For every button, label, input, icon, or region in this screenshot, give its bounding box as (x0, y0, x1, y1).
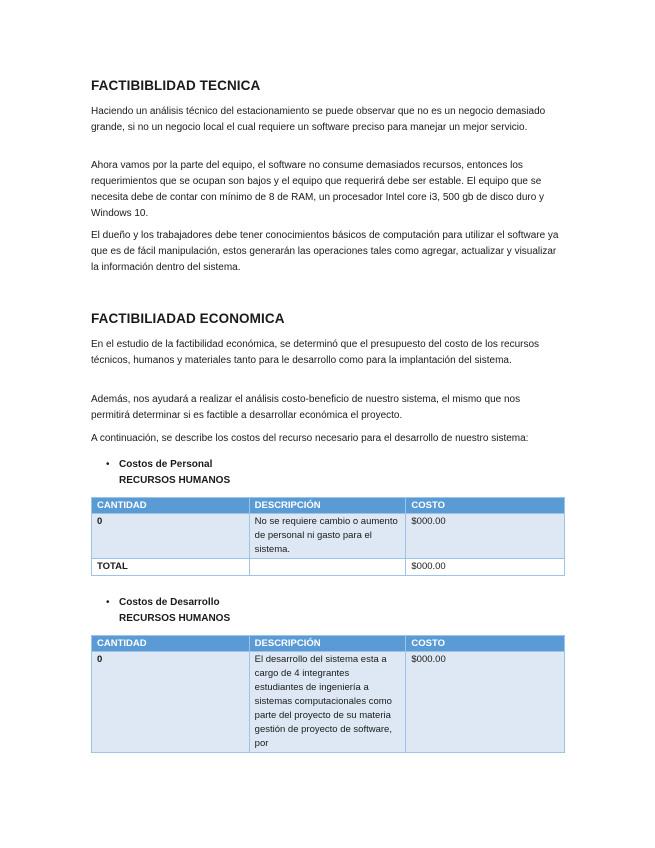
column-header-quantity: CANTIDAD (92, 636, 250, 652)
cell-description: No se requiere cambio o aumento de personal ni gasto para el sistema. (249, 514, 406, 559)
list-item-sublabel: RECURSOS HUMANOS (119, 613, 231, 624)
table-header-row (92, 498, 565, 514)
cell-total-label: TOTAL (92, 559, 250, 576)
list-item-label: Costos de Desarrollo (119, 597, 220, 608)
list-item-label: Costos de Personal (119, 459, 213, 470)
bullet-icon: • (106, 597, 110, 608)
column-header-description: DESCRIPCIÓN (249, 636, 406, 652)
column-header-cost: COSTO (406, 498, 565, 514)
list-item-personal-costs (106, 457, 231, 489)
personal-costs-table (91, 497, 565, 576)
cell-cost: $000.00 (406, 652, 565, 753)
paragraph-economic-1: En el estudio de la factibilidad económica, se determinó que el presupuesto del costo de los recursos técnicos, humanos y materiales tanto para le desarrollo como para la implantación del sistema. (91, 339, 540, 366)
column-header-cost: COSTO (406, 636, 565, 652)
paragraph-technical-1: Haciendo un análisis técnico del estacionamiento se puede observar que no es un negocio demasiado grande, si no un negocio local el cual requiere un software preciso para manejar un mejor servicio. (91, 106, 546, 133)
paragraph-technical-2: Ahora vamos por la parte del equipo, el software no consume demasiados recursos, entonces los requerimientos que se ocupan son bajos y el equipo que requerirá debe ser estable. El equipo que se necesita debe de contar con mínimo de 8 de RAM, un procesador Intel core i3, 500 gb de disco duro y Windows 10. (91, 160, 545, 219)
list-item-development-costs (106, 595, 231, 627)
cell-quantity: 0 (92, 514, 250, 559)
column-header-quantity: CANTIDAD (92, 498, 250, 514)
table-row (92, 652, 565, 753)
development-costs-table (91, 635, 565, 753)
paragraph-economic-2: Además, nos ayudará a realizar el análisis costo-beneficio de nuestro sistema, el mismo que nos permitirá determinar si es factible a desarrollar económica el proyecto. (91, 394, 521, 421)
table-row (92, 514, 565, 559)
table-header-row (92, 636, 565, 652)
cell-total-cost: $000.00 (406, 559, 565, 576)
section-title-economic: FACTIBILIADAD ECONOMICA (91, 311, 285, 326)
cell-total-description (249, 559, 406, 576)
paragraph-technical-3: El dueño y los trabajadores debe tener conocimientos básicos de computación para utilizar el software ya que es de fácil manipulación, estos generarán las operaciones tales como agregar, actualizar y visualizar la información dentro del sistema. (91, 230, 559, 273)
section-title-technical: FACTIBIBLIDAD TECNICA (91, 78, 261, 93)
bullet-icon: • (106, 459, 110, 470)
table-total-row (92, 559, 565, 576)
paragraph-economic-3: A continuación, se describe los costos del recurso necesario para el desarrollo de nuestro sistema: (91, 433, 529, 444)
column-header-description: DESCRIPCIÓN (249, 498, 406, 514)
cell-description: El desarrollo del sistema esta a cargo de 4 integrantes estudiantes de ingeniería a sistemas computacionales como parte del proyecto de su materia gestión de proyecto de software, por (249, 652, 406, 753)
cell-cost: $000.00 (406, 514, 565, 559)
cell-quantity: 0 (92, 652, 250, 753)
list-item-sublabel: RECURSOS HUMANOS (119, 475, 231, 486)
